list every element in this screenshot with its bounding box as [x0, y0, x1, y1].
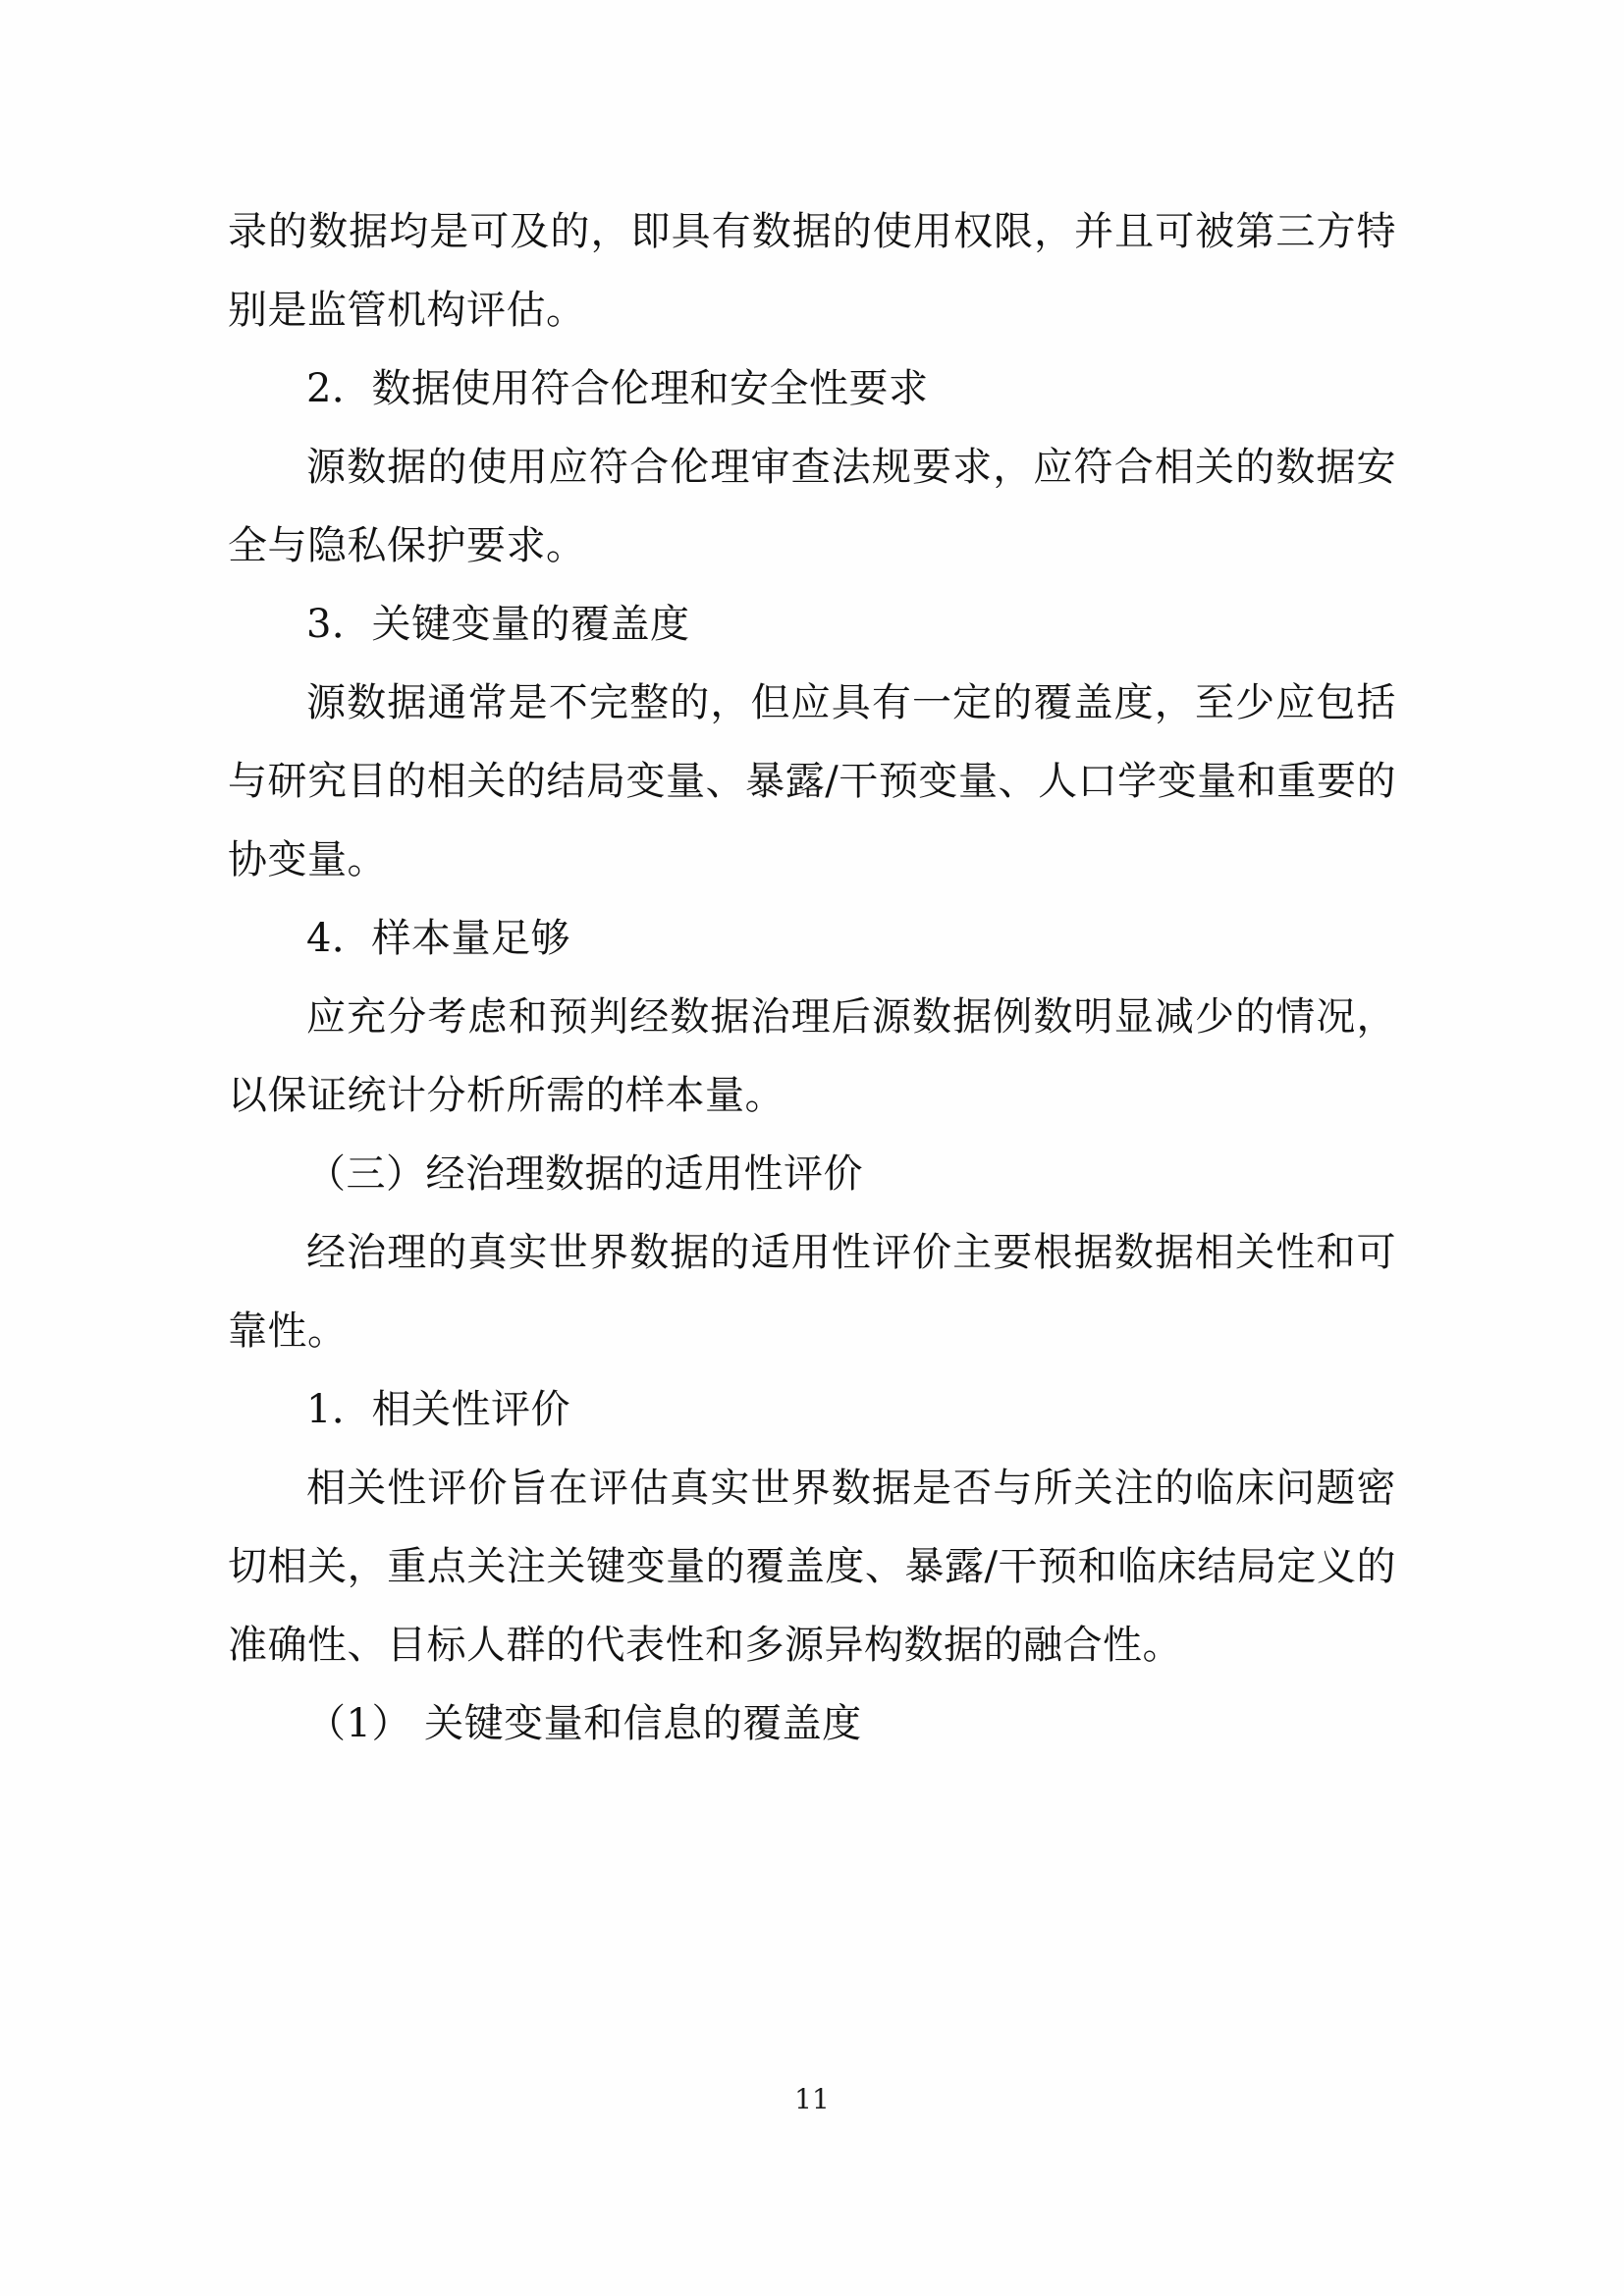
paragraph-section-three-body: 经治理的真实世界数据的适用性评价主要根据数据相关性和可靠性。	[228, 1230, 1396, 1354]
page-number: 11	[794, 2083, 830, 2115]
paragraph-continuation: 录的数据均是可及的，即具有数据的使用权限，并且可被第三方特别是监管机构评估。	[228, 209, 1396, 333]
paragraph-item-3-body: 源数据通常是不完整的，但应具有一定的覆盖度，至少应包括与研究目的相关的结局变量、暴露/干预变量、人口学变量和重要的协变量。	[228, 680, 1396, 882]
heading-key-variable-coverage: （1） 关键变量和信息的覆盖度	[306, 1701, 862, 1746]
heading-item-3: 3．关键变量的覆盖度	[306, 602, 690, 647]
heading-section-three: （三）经治理数据的适用性评价	[306, 1151, 863, 1197]
page-body-text	[228, 192, 1396, 1763]
heading-item-2: 2．数据使用符合伦理和安全性要求	[306, 366, 929, 411]
heading-item-4: 4．样本量足够	[306, 916, 570, 961]
heading-relevance-evaluation: 1．相关性评价	[306, 1387, 570, 1432]
paragraph-item-4-body: 应充分考虑和预判经数据治理后源数据例数明显减少的情况，以保证统计分析所需的样本量。	[228, 994, 1396, 1118]
paragraph-item-2-body: 源数据的使用应符合伦理审查法规要求，应符合相关的数据安全与隐私保护要求。	[228, 445, 1396, 568]
paragraph-relevance-evaluation-body: 相关性评价旨在评估真实世界数据是否与所关注的临床问题密切相关，重点关注关键变量的覆盖度、暴露/干预和临床结局定义的准确性、目标人群的代表性和多源异构数据的融合性。	[228, 1466, 1396, 1668]
